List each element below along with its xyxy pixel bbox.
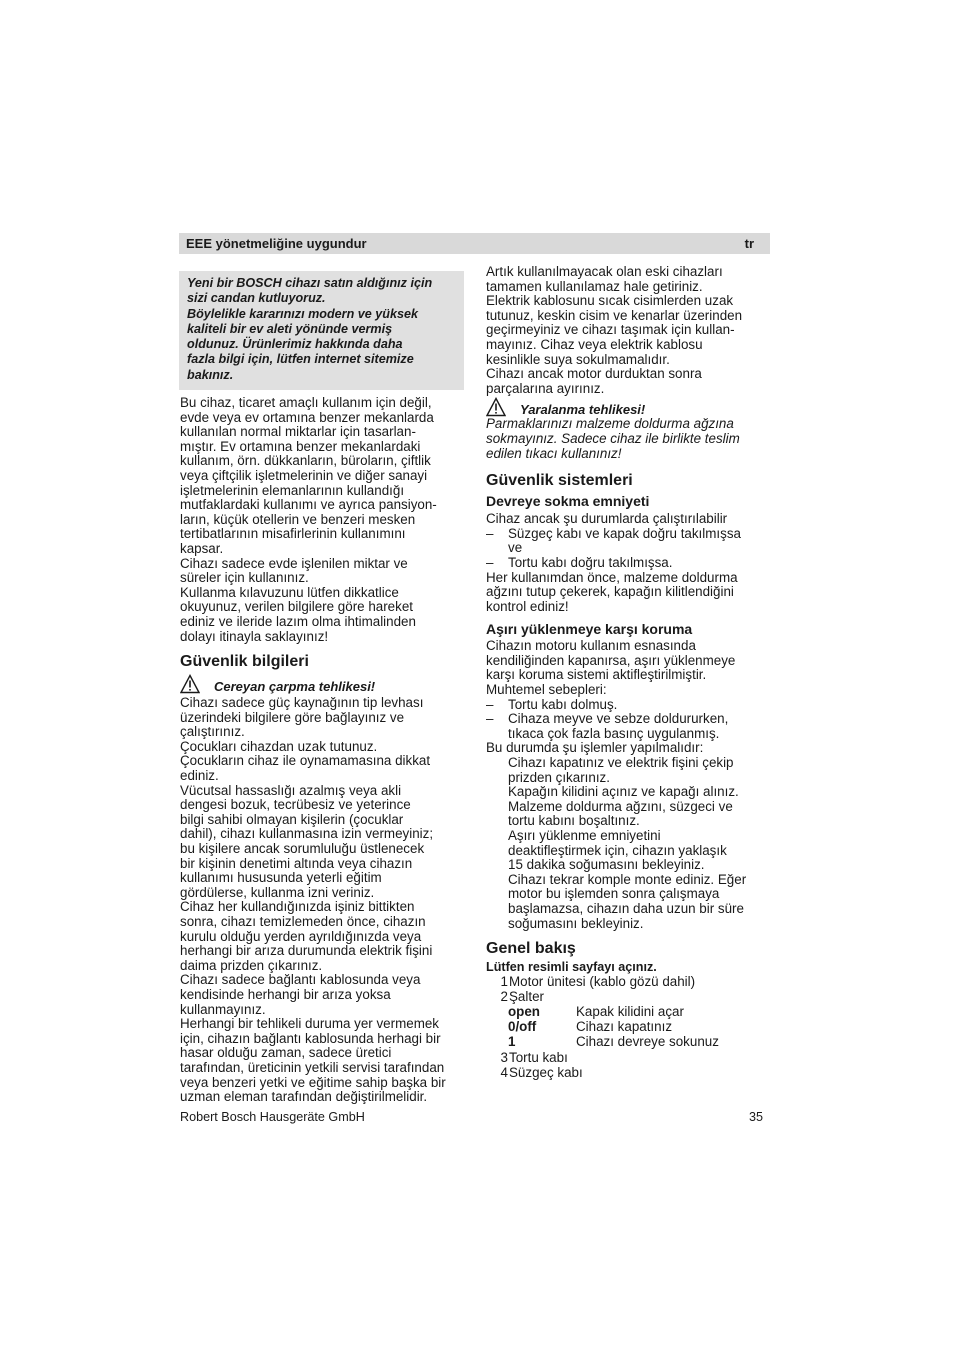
- text-line: Artık kullanılmayacak olan eski cihazları: [486, 264, 723, 279]
- list-item: – Cihaza meyve ve sebze doldururken, tıkaca çok fazla basınç uygulanmış.: [486, 711, 729, 741]
- text-line: parçalarına ayırınız.: [486, 380, 605, 396]
- text-line: daima prizden çıkarınız.: [180, 957, 323, 973]
- startup-note: [486, 571, 771, 615]
- list-item: – Süzgeç kabı ve kapak doğru takılmışsa ve: [486, 525, 741, 556]
- text-line: kullanım, örn. dükkanların, büroların, çiftlik: [180, 453, 431, 469]
- text-line: evde veya ev ortamına benzer mekanlarda: [180, 409, 434, 425]
- text-line: Kapağın kilidini açınız ve kapağı alınız.: [508, 784, 739, 800]
- item-label: Şalter: [509, 988, 544, 1004]
- text-line: kendiliğinden kapanırsa, aşırı yüklenmeye: [486, 652, 736, 668]
- list-item: [486, 990, 771, 1005]
- switch-state-desc: Kapak kilidini açar: [576, 1004, 684, 1020]
- text-line: süreler için kullanınız.: [180, 570, 309, 586]
- text-line: veya çiftçilik işletmelerinin ve diğer sanayi: [180, 467, 428, 483]
- page-number: 35: [749, 1110, 764, 1124]
- text-line: dengesi bozuk, tecrübesiz ve yeterince: [180, 797, 411, 813]
- item-label: Tortu kabı: [509, 1050, 568, 1066]
- text-line: Kullanma kılavuzunu lütfen dikkatlice: [180, 584, 399, 600]
- text-line: Cihazı sadece evde işlenilen miktar ve: [180, 555, 408, 571]
- intro-box: [179, 271, 464, 390]
- intro-line: kaliteli bir ev aleti yönünde vermiş: [187, 321, 393, 336]
- overload-actions: [486, 756, 771, 931]
- text-line: kendisinde herhangi bir arıza yoksa: [180, 986, 391, 1002]
- switch-state-key: 1: [508, 1033, 516, 1049]
- text-line: Muhtemel sebepleri:: [486, 682, 607, 698]
- injury-warning: [486, 397, 771, 417]
- text-line: prizden çıkarınız.: [508, 769, 610, 785]
- text-line: veya benzeri yetki ve eğitime sahip başka bir: [180, 1074, 446, 1090]
- text-line: mayınız. Cihaz veya elektrik kablosu: [486, 336, 703, 352]
- item-number: 4: [500, 1064, 508, 1080]
- text-line: ediniz.: [180, 768, 219, 784]
- startup-heading: Devreye sokma emniyeti: [486, 493, 650, 510]
- switch-state-desc: Cihazı devreye sokunuz: [576, 1033, 719, 1049]
- text-line: Tortu kabı dolmuş.: [508, 696, 618, 712]
- text-line: Cihazı sadece güç kaynağının tip levhası: [180, 695, 424, 711]
- language-code: tr: [744, 236, 754, 251]
- text-line: Tortu kabı doğru takılmışsa.: [508, 554, 673, 570]
- text-line: kullanmayınız.: [180, 1001, 266, 1017]
- text-line: Elektrik kablosunu sıcak cisimlerden uzak: [486, 293, 734, 309]
- footer-company: Robert Bosch Hausgeräte GmbH: [180, 1110, 365, 1124]
- switch-state-desc: Cihazı kapatınız: [576, 1018, 673, 1034]
- intro-line: Yeni bir BOSCH cihazı satın aldığınız için: [187, 276, 433, 290]
- text-line: okuyunuz, verilen bilgilere göre hareket: [180, 599, 413, 615]
- warning-title: Cereyan çarpma tehlikesi!: [214, 679, 376, 695]
- text-line: üzerindeki bilgilere göre bağlayınız ve: [180, 709, 405, 725]
- text-line: ağzını tutup çekerek, kapağın kilitlendiğini: [486, 584, 734, 600]
- list-item: [486, 1051, 771, 1066]
- switch-state-key: open: [508, 1004, 540, 1020]
- text-line: Aşırı yüklenme emniyetini: [508, 828, 661, 843]
- text-line: Herhangi bir tehlikeli duruma yer vermemek: [180, 1016, 439, 1032]
- intro-line: fazla bilgi için, lütfen internet sitemize: [187, 352, 414, 367]
- text-line: başlamazsa, cihazın daha uzun bir süre: [508, 900, 744, 916]
- overview-heading: Genel bakış: [486, 940, 576, 958]
- safety-paragraph: [180, 696, 465, 1105]
- text-line: Süzgeç kabı ve kapak doğru takılmışsa: [508, 525, 741, 541]
- list-item: – Tortu kabı dolmuş.: [486, 696, 618, 712]
- intro-line: oldunuz. Ürünlerimiz hakkında daha: [187, 337, 403, 352]
- text-line: ve: [508, 540, 523, 556]
- right-column: [486, 265, 771, 1080]
- text-line: Cihaza meyve ve sebze doldururken,: [508, 711, 729, 727]
- text-line: Her kullanımdan önce, malzeme doldurma: [486, 569, 738, 585]
- text-line: dahil), cihazı kullanmasına izin vermeyiniz;: [180, 826, 434, 842]
- text-line: Cihaz her kullandığınızda işiniz bittikten: [180, 899, 415, 915]
- intro-line: sizi candan kutluyoruz.: [187, 291, 326, 306]
- startup-intro: Cihaz ancak şu durumlarda çalıştırılabilir: [486, 511, 728, 527]
- text-line: Cihazın motoru kullanım esnasında: [486, 638, 696, 654]
- text-line: tortu kabını boşaltınız.: [508, 813, 640, 829]
- text-line: Çocukların cihaz ile oynamamasına dikkat: [180, 753, 431, 769]
- text-line: ların, küçük otellerin ve benzeri mesken: [180, 511, 416, 527]
- text-line: kullanımı hususunda yeterli eğitim: [180, 870, 382, 886]
- text-line: hasar olduğu zaman, sadece üretici: [180, 1045, 392, 1061]
- text-line: gördülerse, kullanma izni veriniz.: [180, 884, 375, 900]
- section-title: EEE yönetmeliğine uygundur: [186, 236, 367, 251]
- text-line: bu kişilere ancak sorumluluğu üstlenecek: [180, 841, 425, 857]
- text-line: Malzeme doldurma ağzını, süzgeci ve: [508, 798, 733, 814]
- switch-state: [486, 1035, 771, 1050]
- section-header-bar: [179, 233, 770, 254]
- list-item: [486, 1066, 771, 1081]
- text-line: sonra, cihazı temizlemeden önce, cihazın: [180, 914, 426, 929]
- text-line: Cihazı sadece bağlantı kablosunda veya: [180, 972, 421, 988]
- intro-line: Böylelikle kararınızı modern ve yüksek: [187, 306, 418, 321]
- text-line: için, cihazın bağlantı kablosunda herhagi bir: [180, 1030, 441, 1046]
- text-line: Cihazı tekrar komple monte ediniz. Eğer: [508, 871, 747, 887]
- text-line: uzman eleman tarafından değiştirilmelidir.: [180, 1089, 428, 1105]
- intro-line: bakınız.: [187, 367, 234, 382]
- text-line: dolayı itinayla saklayınız!: [180, 628, 329, 644]
- text-line: geçirmeyiniz ve cihazı taşımak için kullan-: [486, 322, 735, 338]
- item-number: 2: [500, 988, 508, 1004]
- overview-subheading: Lütfen resimli sayfayı açınız.: [486, 960, 657, 975]
- warning-title: Yaralanma tehlikesi!: [520, 402, 646, 418]
- text-line: kesinlikle suya sokulmamalıdır.: [486, 351, 670, 367]
- electric-shock-warning: [180, 674, 465, 694]
- text-line: tutunuz, keskin cisim ve kenarlar üzerinden: [486, 307, 743, 323]
- text-line: bir kişinin denetimi altında veya cihazın: [180, 855, 413, 871]
- text-line: kapsar.: [180, 540, 224, 556]
- warning-triangle-icon: [180, 674, 200, 694]
- text-line: tamamen kullanılamaz hale getiriniz.: [486, 278, 703, 294]
- text-line: Cihazı kapatınız ve elektrik fişini çekip: [508, 755, 734, 771]
- text-line: tıkaca çok fazla basınç uygulanmış.: [508, 725, 720, 741]
- overload-intro: [486, 639, 771, 697]
- text-line: soğumasını bekleyiniz.: [508, 915, 644, 931]
- text-line: sokmayınız. Sadece cihaz ile birlikte teslim: [486, 430, 740, 446]
- overload-action-intro: Bu durumda şu işlemler yapılmalıdır:: [486, 740, 704, 756]
- text-line: Cihazı ancak motor durduktan sonra: [486, 366, 702, 382]
- text-line: kullanılan normal miktarlar için tasarlan-: [180, 424, 416, 440]
- usage-paragraph: [180, 396, 465, 644]
- text-line: tertibatlarının misafirlerinin kullanımını: [180, 526, 406, 542]
- text-line: Vücutsal hassaslığı azalmış veya akli: [180, 782, 402, 798]
- text-line: çalıştırınız.: [180, 724, 245, 740]
- text-line: edilen tıkacı kullanınız!: [486, 445, 622, 461]
- overload-heading: Aşırı yüklenmeye karşı koruma: [486, 621, 693, 638]
- text-line: karşı koruma sistemi aktifleştirilmiştir.: [486, 667, 707, 683]
- text-line: herhangi bir arıza durumunda elektrik fişini: [180, 943, 433, 959]
- left-column: [180, 396, 465, 1105]
- item-number: 1: [500, 974, 508, 990]
- safety-heading: Güvenlik bilgileri: [180, 653, 309, 671]
- switch-state-key: 0/off: [508, 1018, 537, 1034]
- text-line: kontrol ediniz!: [486, 598, 569, 614]
- systems-heading: Güvenlik sistemleri: [486, 472, 633, 490]
- switch-state: [486, 1005, 771, 1020]
- text-line: Bu cihaz, ticaret amaçlı kullanım için değil,: [180, 395, 432, 410]
- text-line: Çocukları cihazdan uzak tutunuz.: [180, 738, 378, 754]
- text-line: bilgi sahibi olmayan kişilerin (çocuklar: [180, 811, 404, 827]
- text-line: ediniz ve ileride lazım olma ihtimalinden: [180, 613, 416, 629]
- list-item: [486, 975, 771, 990]
- text-line: motor bu işlemden sonra çalışmaya: [508, 886, 720, 902]
- text-line: işletmelerinin elemanlarının kullandığı: [180, 482, 405, 498]
- text-line: 15 dakika soğumasını bekleyiniz.: [508, 857, 705, 873]
- disposal-paragraph: [486, 265, 771, 396]
- warning-triangle-icon: [486, 397, 506, 417]
- item-label: Motor ünitesi (kablo gözü dahil): [509, 974, 696, 990]
- text-line: deaktifleştirmek için, cihazın yaklaşık: [508, 842, 727, 858]
- text-line: kurulu olduğu yerden ayrıldığınızda veya: [180, 928, 422, 944]
- list-item: – Tortu kabı doğru takılmışsa.: [486, 554, 673, 570]
- text-line: tarafından, üreticinin yetkili servisi tarafından: [180, 1059, 445, 1075]
- switch-state: [486, 1020, 771, 1035]
- item-label: Süzgeç kabı: [509, 1064, 583, 1080]
- text-line: mutfaklardaki kullanımı ve ayrıca pansiyon-: [180, 497, 437, 513]
- injury-warning-text: [486, 417, 771, 461]
- item-number: 3: [500, 1050, 508, 1066]
- text-line: mıştır. Ev ortamına benzer mekanlardaki: [180, 438, 421, 454]
- text-line: Parmaklarınızı malzeme doldurma ağzına: [486, 416, 734, 432]
